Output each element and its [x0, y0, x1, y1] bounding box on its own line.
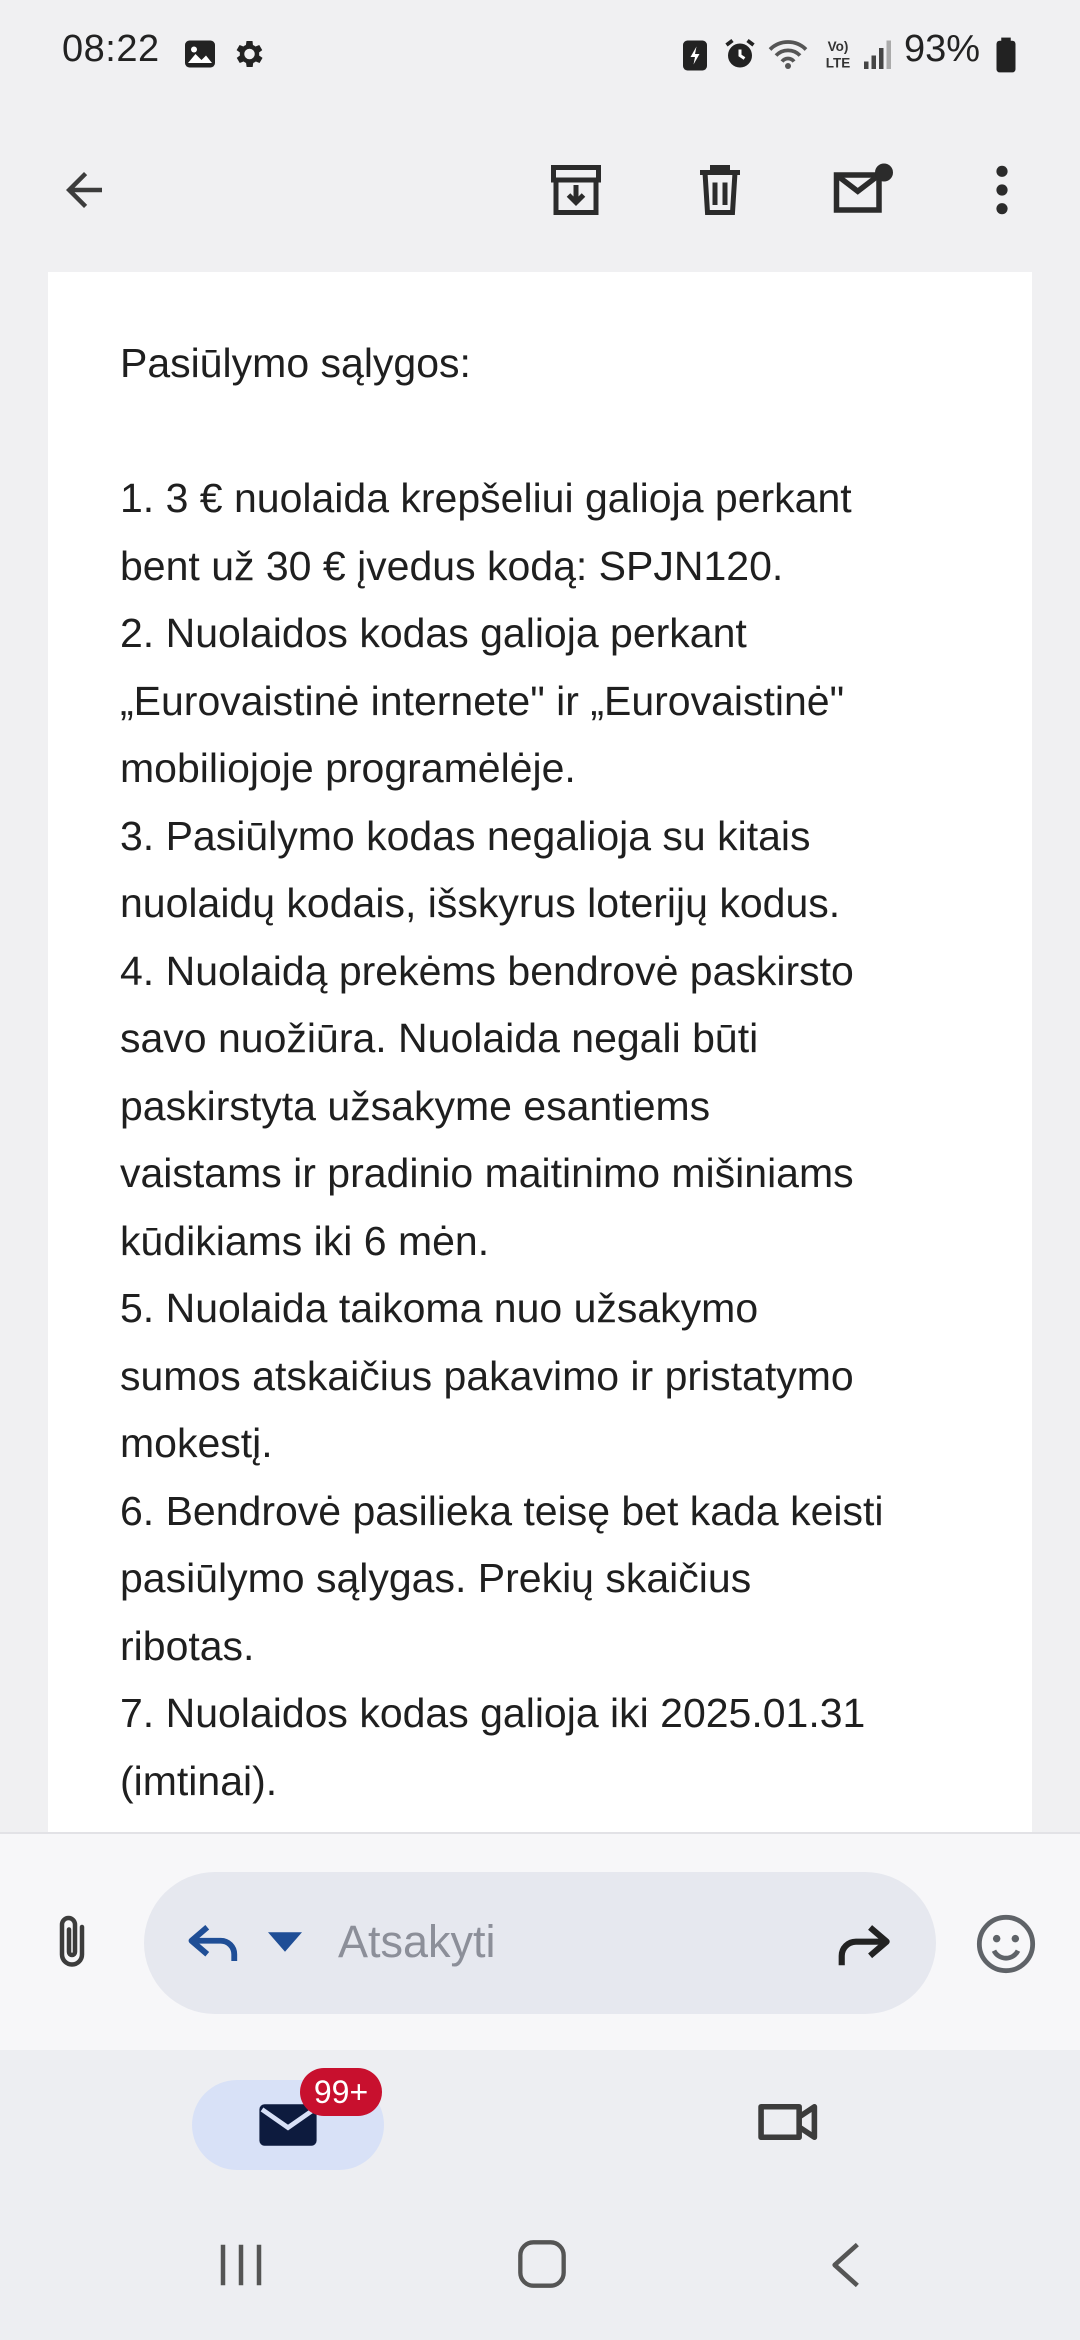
mark-unread-button[interactable]: [822, 148, 906, 232]
video-camera-icon: [756, 2094, 822, 2150]
attach-button[interactable]: [40, 1910, 104, 1974]
alarm-icon: [722, 36, 758, 72]
email-body-line: 3. Pasiūlymo kodas negalioja su kitais: [120, 812, 811, 859]
back-arrow-icon: [57, 163, 111, 217]
email-body-line: 6. Bendrovė pasilieka teisę bet kada keisti: [120, 1487, 884, 1534]
email-body-line: mobiliojoje programėlėje.: [120, 745, 576, 791]
email-body-line: 4. Nuolaidą prekėms bendrovė paskirsto: [120, 947, 854, 994]
unread-badge: 99+: [300, 2068, 382, 2116]
email-body-line: 2. Nuolaidos kodas galioja perkant: [120, 610, 747, 656]
bottom-navigation: [0, 2050, 1080, 2200]
email-body-line: savo nuožiūra. Nuolaida negali būti: [120, 1015, 759, 1061]
reply-bar: [0, 1834, 1080, 2050]
system-navigation: [0, 2200, 1080, 2340]
email-body-line: sumos atskaičius pakavimo ir pristatymo: [120, 1352, 854, 1399]
email-body-line: pasiūlymo sąlygas. Prekių skaičius: [120, 1555, 752, 1601]
email-body-text: [120, 330, 1000, 1815]
email-body-card: [48, 272, 1032, 1832]
email-body-line: (imtinai).: [120, 1757, 278, 1804]
more-vert-icon: [992, 162, 1012, 218]
status-time: 08:22: [62, 28, 160, 70]
email-body-line: 5. Nuolaida taikoma nuo užsakymo: [120, 1285, 759, 1331]
archive-icon: [546, 160, 606, 220]
email-body-line: ribotas.: [120, 1622, 255, 1669]
recent-apps-icon[interactable]: [214, 2240, 268, 2290]
mark-unread-icon: [831, 160, 897, 220]
archive-button[interactable]: [534, 148, 618, 232]
forward-icon[interactable]: [832, 1918, 894, 1970]
email-body-line: „Eurovaistinė internete" ir „Eurovaistinė": [120, 677, 845, 724]
email-body-line: bent už 30 € įvedus kodą: SPJN120.: [120, 542, 784, 589]
email-body-line: mokestį.: [120, 1420, 273, 1466]
battery-percent: 93%: [904, 28, 981, 70]
email-body-line: kūdikiams iki 6 mėn.: [120, 1217, 490, 1264]
signal-icon: [862, 36, 896, 72]
top-app-bar: [0, 108, 1080, 272]
reply-icon: [184, 1916, 244, 1970]
email-body-line: paskirstyta užsakyme esantiems: [120, 1082, 711, 1129]
battery-icon: [994, 36, 1018, 74]
svg-text:LTE: LTE: [825, 55, 851, 71]
volte-icon: [818, 36, 858, 72]
wifi-icon: [766, 36, 810, 72]
emoji-icon: [974, 1912, 1038, 1976]
svg-text:Vo): Vo): [827, 39, 849, 54]
battery-saver-icon: [680, 36, 710, 72]
email-body-line: Pasiūlymo sąlygos:: [120, 340, 471, 386]
gear-icon: [230, 36, 266, 72]
email-body-line: nuolaidų kodais, išskyrus loterijų kodus.: [120, 880, 841, 926]
system-back-icon[interactable]: [826, 2240, 866, 2290]
reply-field[interactable]: [144, 1872, 936, 2014]
reply-placeholder: Atsakyti: [338, 1916, 496, 1967]
email-body-line: 1. 3 € nuolaida krepšeliui galioja perkant: [120, 475, 852, 521]
home-icon[interactable]: [516, 2238, 568, 2290]
email-body-line: [120, 398, 1000, 466]
more-options-button[interactable]: [960, 148, 1044, 232]
chevron-down-icon[interactable]: [268, 1932, 302, 1952]
email-body-line: 7. Nuolaidos kodas galioja iki 2025.01.31: [120, 1690, 866, 1736]
meet-tab[interactable]: [756, 2094, 828, 2154]
email-body-line: vaistams ir pradinio maitinimo mišiniams: [120, 1150, 854, 1196]
delete-button[interactable]: [678, 148, 762, 232]
delete-icon: [690, 160, 750, 220]
attachment-icon: [50, 1912, 94, 1972]
image-icon: [182, 36, 218, 72]
emoji-button[interactable]: [974, 1912, 1038, 1976]
status-bar: [0, 0, 1080, 108]
back-button[interactable]: [42, 148, 126, 232]
